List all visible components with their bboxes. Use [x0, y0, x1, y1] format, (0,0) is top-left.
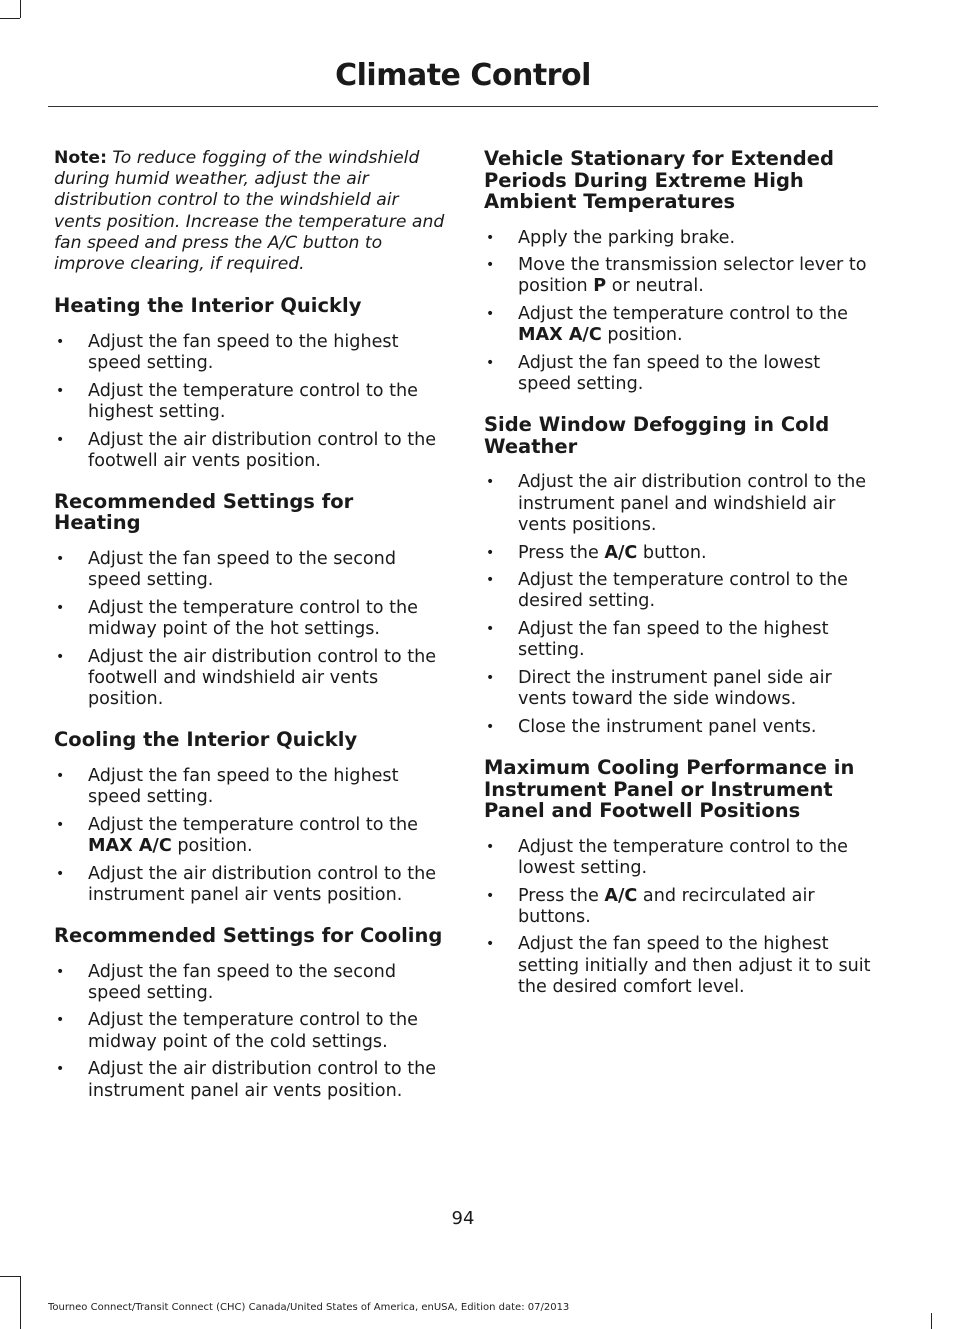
item-text: Press the	[518, 542, 605, 563]
list-item	[484, 304, 876, 346]
list-item	[484, 543, 876, 564]
item-text: position.	[171, 835, 253, 856]
bullet-icon: •	[56, 648, 65, 665]
item-text: Adjust the air distribution control to the instrument panel and windshield air vents positions.	[518, 472, 867, 535]
bullet-icon: •	[56, 865, 65, 882]
note-label: Note:	[54, 148, 107, 168]
right-sections	[484, 148, 876, 998]
footer-edition: Tourneo Connect/Transit Connect (CHC) Canada/United States of America, enUSA, Edition date: 07/2013	[48, 1302, 570, 1313]
list-item	[54, 1010, 446, 1052]
crop-mark	[0, 1276, 20, 1277]
item-text: Adjust the temperature control to the midway point of the cold settings.	[88, 1010, 418, 1052]
list-item	[54, 430, 446, 472]
item-text: Move the transmission selector lever to position	[518, 255, 867, 297]
item-text: button.	[637, 542, 707, 563]
item-text: Adjust the air distribution control to the instrument panel air vents position.	[88, 863, 437, 905]
bullet-list	[484, 837, 876, 998]
item-text: Adjust the temperature control to the midway point of the hot settings.	[88, 597, 418, 640]
item-text: Adjust the fan speed to the second speed setting.	[88, 548, 396, 591]
list-item	[54, 1059, 446, 1101]
bullet-icon: •	[486, 936, 495, 953]
bullet-list	[54, 549, 446, 710]
bullet-icon: •	[56, 816, 65, 833]
item-text: or neutral.	[606, 276, 704, 297]
item-emphasis: A/C	[604, 542, 638, 563]
list-item	[54, 549, 446, 591]
section-heading: Maximum Cooling Performance in Instrument Panel or Instrument Panel and Footwell Positions	[484, 756, 855, 823]
bullet-icon: •	[486, 229, 495, 246]
bullet-icon: •	[486, 355, 495, 372]
bullet-icon: •	[486, 621, 495, 638]
bullet-icon: •	[56, 1012, 65, 1029]
item-text: Adjust the fan speed to the lowest speed setting.	[518, 353, 821, 395]
item-text: Adjust the fan speed to the highest setting.	[518, 619, 829, 661]
section-heading: Recommended Settings for Heating	[54, 489, 354, 535]
list-item	[484, 570, 876, 612]
list-item	[54, 647, 446, 711]
note	[54, 148, 446, 275]
item-text: Adjust the temperature control to the lowest setting.	[518, 836, 848, 878]
list-item	[54, 381, 446, 423]
note-text: To reduce fogging of the windshield during humid weather, adjust the air distribution control to the windshield air vents position. Increase the temperature and fan speed and press the A/C button to improve clearing, if required.	[54, 148, 445, 275]
bullet-icon: •	[56, 550, 65, 567]
page-title: Climate Control	[335, 58, 591, 93]
item-text: and recirculated air buttons.	[518, 885, 815, 927]
bullet-icon: •	[486, 838, 495, 855]
bullet-list	[54, 962, 446, 1102]
item-text: position.	[601, 325, 683, 346]
section-heading: Vehicle Stationary for Extended Periods During Extreme High Ambient Temperatures	[484, 147, 834, 213]
title-divider	[48, 106, 878, 107]
crop-mark	[0, 18, 20, 19]
bullet-icon: •	[56, 963, 65, 980]
item-text: Press the	[518, 885, 605, 906]
bullet-icon: •	[56, 767, 65, 784]
item-text: Adjust the fan speed to the highest speed setting.	[88, 765, 399, 808]
section-heading: Heating the Interior Quickly	[54, 294, 362, 318]
item-text: Adjust the air distribution control to the footwell and windshield air vents position.	[88, 646, 437, 710]
bullet-icon: •	[486, 670, 495, 687]
bullet-icon: •	[486, 887, 495, 904]
bullet-icon: •	[56, 333, 65, 350]
section-heading: Recommended Settings for Cooling	[54, 924, 443, 948]
list-item	[484, 619, 876, 661]
bullet-icon: •	[486, 306, 495, 323]
crop-mark	[20, 0, 21, 18]
bullet-icon: •	[56, 1061, 65, 1078]
crop-mark	[20, 1276, 21, 1329]
list-item	[484, 837, 876, 879]
bullet-list	[54, 332, 446, 472]
list-item	[484, 353, 876, 395]
bullet-icon: •	[486, 572, 495, 589]
item-text: Close the instrument panel vents.	[518, 716, 817, 737]
bullet-icon: •	[56, 431, 65, 448]
item-text: Adjust the fan speed to the second speed setting.	[88, 961, 396, 1003]
list-item	[54, 766, 446, 808]
bullet-list	[484, 228, 876, 396]
left-sections	[54, 295, 446, 1102]
crop-mark	[931, 1313, 932, 1329]
list-item	[484, 228, 876, 249]
item-emphasis: MAX A/C	[518, 325, 602, 346]
bullet-icon: •	[486, 257, 495, 274]
item-text: Adjust the temperature control to the	[88, 814, 418, 835]
item-text: Adjust the air distribution control to the instrument panel air vents position.	[88, 1059, 437, 1101]
bullet-icon: •	[56, 599, 65, 616]
bullet-icon: •	[56, 382, 65, 399]
list-item	[54, 815, 446, 857]
section-heading: Cooling the Interior Quickly	[54, 728, 358, 752]
item-text: Adjust the fan speed to the highest speed setting.	[88, 331, 399, 373]
item-text: Adjust the fan speed to the highest setting initially and then adjust it to suit the desired comfort level.	[518, 934, 871, 997]
item-text: Direct the instrument panel side air vents toward the side windows.	[518, 668, 832, 710]
item-text: Adjust the air distribution control to the footwell air vents position.	[88, 429, 437, 471]
bullet-icon: •	[486, 718, 495, 735]
item-text: Adjust the temperature control to the highest setting.	[88, 380, 418, 422]
item-text: Apply the parking brake.	[518, 227, 736, 248]
item-text: Adjust the temperature control to the	[518, 304, 848, 325]
page-number: 94	[451, 1208, 475, 1229]
list-item	[484, 934, 876, 998]
list-item	[484, 886, 876, 928]
list-item	[484, 255, 876, 297]
list-item	[54, 598, 446, 640]
item-emphasis: MAX A/C	[88, 835, 172, 856]
bullet-list	[54, 766, 446, 906]
item-emphasis: P	[593, 276, 607, 297]
item-text: Adjust the temperature control to the desired setting.	[518, 570, 848, 612]
list-item	[54, 864, 446, 906]
list-item	[484, 472, 876, 536]
item-emphasis: A/C	[604, 885, 638, 906]
list-item	[484, 668, 876, 710]
list-item	[484, 717, 876, 738]
bullet-list	[484, 472, 876, 738]
bullet-icon: •	[486, 544, 495, 561]
right-column	[484, 148, 876, 1017]
bullet-icon: •	[486, 474, 495, 491]
left-column	[54, 148, 446, 1121]
section-heading: Side Window Defogging in Cold Weather	[484, 413, 830, 458]
list-item	[54, 962, 446, 1004]
list-item	[54, 332, 446, 374]
